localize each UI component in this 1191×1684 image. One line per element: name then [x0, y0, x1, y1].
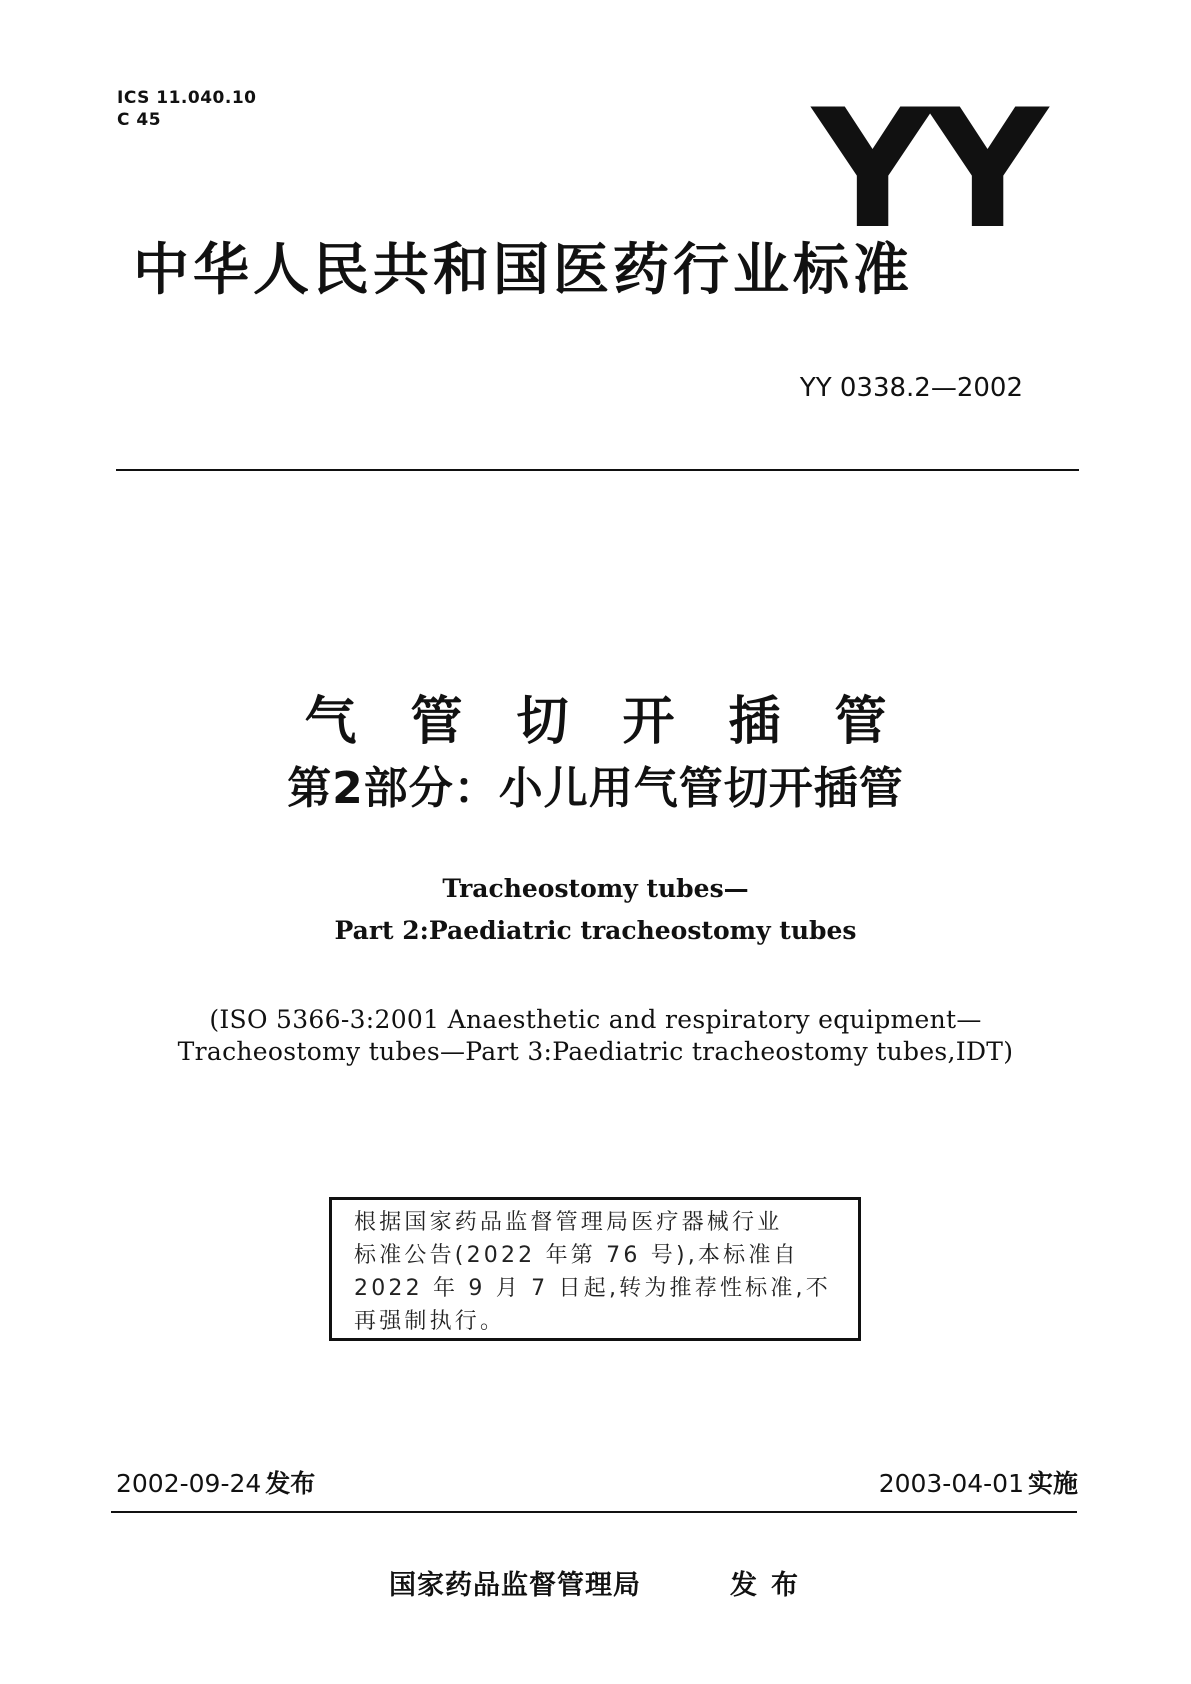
implementation-date-label: 实施: [1027, 1469, 1078, 1498]
notice-line: 2022 年 9 月 7 日起,转为推荐性标准,不: [354, 1276, 831, 1301]
yy-logo: YY: [812, 74, 1043, 265]
notice-line: 标准公告(2022 年第 76 号),本标准自: [354, 1243, 799, 1268]
bottom-divider: [111, 1511, 1077, 1513]
issuing-authority: 国家药品监督管理局: [389, 1570, 641, 1601]
chinese-title-main: 气管切开插管: [304, 692, 941, 752]
ccs-code: C 45: [117, 110, 162, 130]
ics-code: ICS 11.040.10: [117, 88, 257, 108]
top-divider: [116, 469, 1079, 471]
notice-box: [329, 1197, 861, 1341]
iso-reference-line2: Tracheostomy tubes—Part 3:Paediatric tracheostomy tubes,IDT): [177, 1037, 1014, 1066]
issue-date: [116, 1468, 315, 1500]
english-title-part: Part 2:Paediatric tracheostomy tubes: [334, 916, 857, 945]
organization-title: 中华人民共和国医药行业标准: [133, 238, 913, 303]
issue-date-label: 发布: [265, 1469, 316, 1498]
issue-date-value: 2002-09-24: [116, 1469, 262, 1498]
notice-line: 再强制执行。: [354, 1309, 506, 1334]
english-title-main: Tracheostomy tubes—: [442, 874, 749, 903]
standard-number: YY 0338.2—2002: [799, 373, 1023, 403]
notice-line: 根据国家药品监督管理局医疗器械行业: [354, 1210, 783, 1235]
implementation-date: [879, 1468, 1078, 1500]
chinese-title-part: 第2部分：小儿用气管切开插管: [287, 763, 904, 814]
implementation-date-value: 2003-04-01: [878, 1469, 1024, 1498]
issuing-action: 发布: [730, 1570, 812, 1601]
iso-reference-line1: (ISO 5366-3:2001 Anaesthetic and respiratory equipment—: [209, 1005, 982, 1034]
